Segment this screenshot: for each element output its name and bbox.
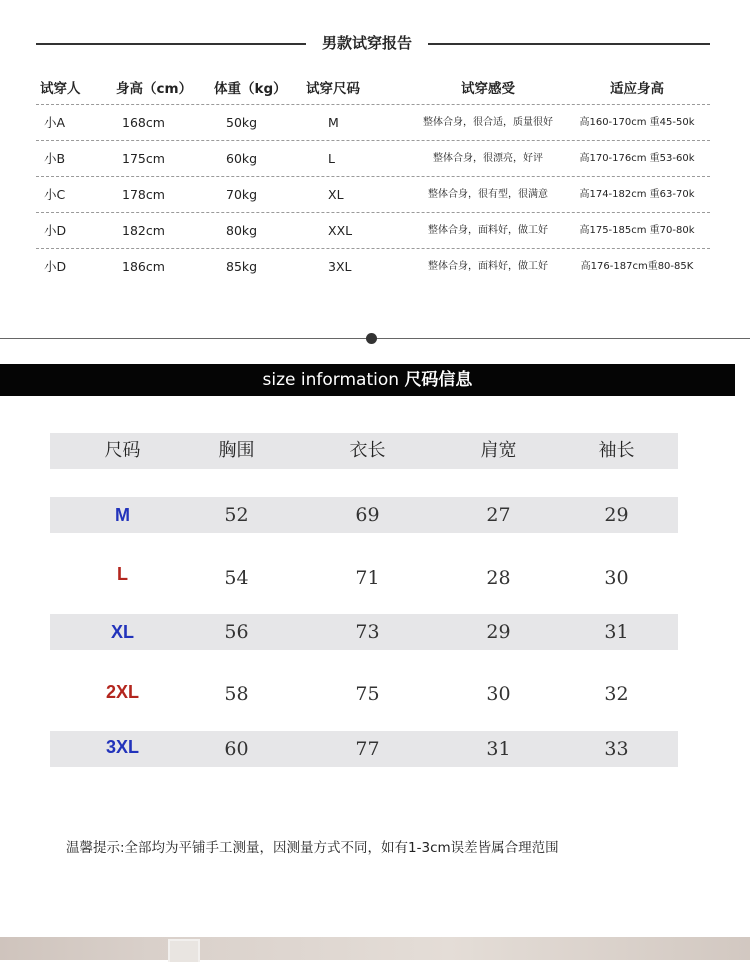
cell-sleeve: 31 — [604, 621, 629, 643]
cell-fit: 高174-182cm 重63-70k — [579, 189, 695, 200]
photo-frame-detail — [168, 939, 200, 962]
title-divider-left — [36, 43, 306, 45]
cell-weight: 60kg — [226, 151, 258, 166]
cell-length: 73 — [355, 621, 380, 643]
cell-person: 小C — [44, 187, 66, 202]
cell-weight: 50kg — [226, 115, 258, 130]
table-row — [50, 671, 678, 717]
trial-header-row — [36, 74, 710, 105]
cell-sleeve: 33 — [604, 738, 629, 760]
cell-fit: 高170-176cm 重53-60k — [579, 153, 695, 164]
table-row — [50, 497, 678, 533]
cell-length: 75 — [355, 683, 380, 705]
header-height: 身高（cm） — [116, 81, 193, 97]
cell-length: 69 — [355, 504, 380, 526]
table-row — [50, 614, 678, 650]
cell-length: 77 — [355, 738, 380, 760]
cell-shoulder: 30 — [486, 683, 511, 705]
banner-en: size information — [262, 370, 400, 390]
header-weight: 体重（kg） — [214, 81, 287, 97]
cell-chest: 56 — [224, 621, 249, 643]
cell-shoulder: 29 — [486, 621, 511, 643]
cell-person: 小B — [44, 151, 66, 166]
cell-sleeve: 30 — [604, 567, 629, 589]
header-size: 试穿尺码 — [306, 81, 360, 97]
table-row — [36, 105, 710, 141]
cell-feeling: 整体合身，面料好，做工好 — [428, 225, 548, 236]
size-info-banner — [0, 364, 735, 396]
cell-size: 3XL — [328, 259, 352, 274]
cell-person: 小D — [44, 259, 67, 274]
table-row — [36, 249, 710, 284]
cell-size: L — [117, 564, 128, 584]
cell-weight: 80kg — [226, 223, 258, 238]
measurement-note: 温馨提示:全部均为平铺手工测量，因测量方式不同，如有1-3cm误差皆属合理范围 — [66, 840, 559, 856]
header-feeling: 试穿感受 — [461, 81, 515, 97]
cell-chest: 60 — [224, 738, 249, 760]
report-title: 男款试穿报告 — [321, 34, 412, 52]
cell-shoulder: 31 — [486, 738, 511, 760]
cell-feeling: 整体合身，很有型，很满意 — [428, 189, 548, 200]
header-size: 尺码 — [104, 440, 141, 461]
header-fit: 适应身高 — [610, 81, 664, 97]
header-shoulder: 肩宽 — [480, 440, 517, 461]
cell-height: 186cm — [122, 259, 165, 274]
table-row — [36, 213, 710, 249]
table-row — [36, 141, 710, 177]
header-sleeve: 袖长 — [598, 440, 635, 461]
cell-chest: 58 — [224, 683, 249, 705]
cell-feeling: 整体合身，很漂亮，好评 — [433, 153, 543, 164]
cell-size: XL — [110, 622, 134, 642]
banner-zh: 尺码信息 — [404, 370, 473, 390]
report-title-row — [0, 28, 750, 58]
divider-dot-icon — [366, 333, 377, 344]
cell-height: 182cm — [122, 223, 165, 238]
product-photo-edge — [0, 937, 750, 960]
cell-chest: 54 — [224, 567, 249, 589]
cell-height: 175cm — [122, 151, 165, 166]
cell-weight: 70kg — [226, 187, 258, 202]
cell-shoulder: 28 — [486, 567, 511, 589]
header-length: 衣长 — [349, 440, 386, 461]
cell-size: M — [328, 115, 339, 130]
trial-report-table — [36, 74, 710, 284]
cell-size: M — [115, 505, 130, 525]
cell-person: 小A — [44, 115, 66, 130]
table-row — [50, 731, 678, 767]
cell-fit: 高176-187cm重80-85K — [580, 261, 694, 272]
header-person: 试穿人 — [40, 81, 81, 97]
cell-person: 小D — [44, 223, 67, 238]
cell-size: XXL — [328, 223, 353, 238]
cell-sleeve: 32 — [604, 683, 629, 705]
cell-height: 178cm — [122, 187, 165, 202]
cell-fit: 高175-185cm 重70-80k — [579, 225, 695, 236]
cell-shoulder: 27 — [486, 504, 511, 526]
cell-sleeve: 29 — [604, 504, 629, 526]
cell-size: 3XL — [105, 737, 139, 757]
table-row — [36, 177, 710, 213]
cell-size: L — [328, 151, 335, 166]
cell-height: 168cm — [122, 115, 165, 130]
cell-feeling: 整体合身，面料好，做工好 — [428, 261, 548, 272]
cell-length: 71 — [355, 567, 380, 589]
cell-size: XL — [328, 187, 344, 202]
cell-chest: 52 — [224, 504, 249, 526]
cell-weight: 85kg — [226, 259, 258, 274]
cell-size: 2XL — [105, 682, 139, 702]
title-divider-right — [428, 43, 710, 45]
table-row — [50, 555, 678, 601]
cell-fit: 高160-170cm 重45-50k — [579, 117, 695, 128]
header-chest: 胸围 — [218, 440, 255, 461]
size-header-row — [50, 433, 678, 469]
cell-feeling: 整体合身，很合适，质量很好 — [423, 117, 553, 128]
